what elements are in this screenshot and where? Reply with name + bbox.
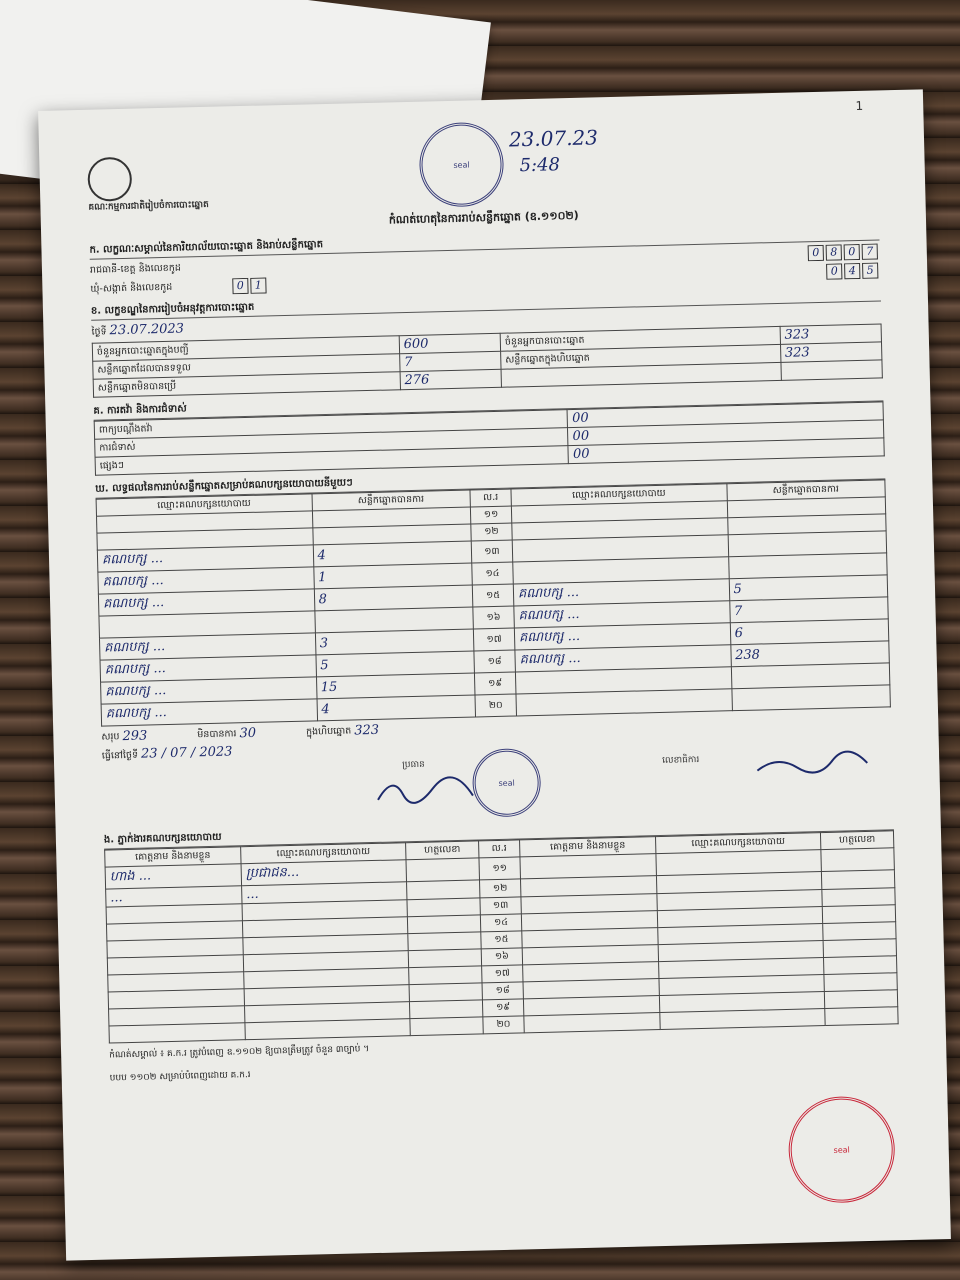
code-digit-box: 7 <box>862 244 878 260</box>
code-digit-box: 0 <box>808 245 824 261</box>
agents-col-party-right: ឈ្មោះគណបក្សនយោបាយ <box>655 833 821 854</box>
code-digit-box: 1 <box>250 277 266 293</box>
agent-signature-cell <box>409 983 482 1002</box>
row-number-cell: ១៨ <box>482 982 523 1000</box>
section-a-title: ក. លក្ខណៈសម្គាល់នៃការិយាល័យបោះឆ្នោត និងរាប់សន្លឹកឆ្នោត <box>89 223 879 259</box>
votes-cell: 238 <box>730 641 889 667</box>
party-name-cell: គណបក្ស ... <box>101 699 317 726</box>
agent-signature-cell <box>410 1017 483 1036</box>
agent-signature-cell <box>408 932 481 951</box>
party-name-cell: គណបក្ស ... <box>514 601 730 628</box>
row-number-cell: ១១ <box>470 506 511 524</box>
agents-col-no: ល.រ <box>479 840 520 858</box>
official-seal-stamp-middle: seal <box>472 748 542 818</box>
secretary-signature-icon <box>752 748 873 781</box>
party-name-cell: គណបក្ស ... <box>98 567 314 594</box>
col-party-left: ឈ្មោះគណបក្សនយោបាយ <box>96 494 312 516</box>
row-number-cell: ១៩ <box>482 999 523 1017</box>
row-number-cell: ១៤ <box>480 914 521 932</box>
row-number-cell: ១៧ <box>473 628 515 651</box>
row-number-cell: ១១ <box>479 857 521 880</box>
section-d-title: ឃ. លទ្ធផលនៃការរាប់សន្លឹកឆ្នោតសម្រាប់គណបក្សនយោបាយនីមួយៗ <box>95 462 885 498</box>
row-number-cell: ១៨ <box>474 650 516 673</box>
party-name-cell: គណបក្ស ... <box>514 623 730 650</box>
agent-signature-cell <box>823 922 896 941</box>
official-seal-stamp-top: seal <box>419 122 505 208</box>
agents-col-sig-left: ហត្ថលេខា <box>406 841 479 860</box>
party-name-cell: គណបក្ស ... <box>513 579 729 606</box>
count-date: 23.07.2023 <box>109 321 185 339</box>
agent-signature-cell <box>824 973 897 992</box>
election-form-paper <box>38 89 951 1260</box>
agent-signature-cell <box>408 915 481 934</box>
votes-cell: 5 <box>316 651 475 677</box>
totals-line: សរុប 293 មិនបានការ 30 ក្នុងហិបឆ្នោត 323 <box>101 722 380 745</box>
province-code-boxes <box>808 243 880 261</box>
agents-col-party-left: ឈ្មោះគណបក្សនយោបាយ <box>241 843 407 864</box>
count-date-line: ថ្ងៃទី 23.07.2023 <box>91 321 185 339</box>
agent-party-cell: ... <box>242 882 408 904</box>
agents-table <box>104 830 899 1043</box>
row-number-cell: ២០ <box>475 694 517 717</box>
party-name-cell: គណបក្ស ... <box>101 677 317 704</box>
row-number-cell: ១៤ <box>472 562 514 585</box>
votes-cell: 1 <box>313 563 472 589</box>
party-name-cell: គណបក្ស ... <box>97 545 313 572</box>
agent-signature-cell <box>822 870 895 890</box>
party-name-cell: គណបក្ស ... <box>100 655 316 682</box>
agents-col-name-right: គោត្តនាម និងនាមខ្លួន <box>520 837 656 857</box>
code-digit-box: 5 <box>862 263 878 279</box>
col-votes-left: សន្លឹកឆ្នោតបានការ <box>312 490 471 511</box>
agent-signature-cell <box>410 1000 483 1019</box>
party-name-cell: គណបក្ស ... <box>99 633 315 660</box>
agent-signature-cell <box>825 1007 898 1026</box>
votes-cell: 5 <box>729 575 888 601</box>
col-party-right: ឈ្មោះគណបក្សនយោបាយ <box>511 484 727 506</box>
row-number-cell: ១២ <box>479 879 520 898</box>
agents-col-name-left: គោត្តនាម និងនាមខ្លួន <box>105 847 241 867</box>
agent-signature-cell <box>408 949 481 968</box>
row-number-cell: ១៧ <box>482 965 523 983</box>
votes-cell <box>731 685 890 711</box>
registered-voters: 600 <box>399 333 501 353</box>
document-body <box>88 182 899 1085</box>
chair-label: ប្រធាន <box>402 759 425 771</box>
votes-cell: 6 <box>730 619 889 645</box>
time-stamp: 5:48 <box>519 154 561 177</box>
org-name: គណៈកម្មការជាតិរៀបចំការបោះឆ្នោត <box>88 199 209 213</box>
section-c-title: គ. ការតវ៉ា និងការជំទាស់ <box>93 384 883 420</box>
footer-code: បបប ១១០២ សម្រាប់បំពេញដោយ គ.ក.រ <box>109 1070 251 1084</box>
sign-date-line: ធ្វើនៅថ្ងៃទី 23 / 07 / 2023 <box>101 744 233 762</box>
col-votes-right: សន្លឹកឆ្នោតបានការ <box>726 480 885 501</box>
row-number-cell: ១៦ <box>473 606 515 629</box>
section-b-title: ខ. លក្ខខណ្ឌនៃការរៀបចំអនុវត្តការបោះឆ្នោត <box>91 284 881 320</box>
agent-signature-cell <box>824 956 897 975</box>
other-count: 00 <box>568 438 884 464</box>
votes-cell: 4 <box>317 695 476 721</box>
votes-cell: 4 <box>313 541 472 567</box>
complaints-count: 00 <box>567 402 883 428</box>
total-valid: 293 <box>122 728 148 745</box>
row-number-cell: ១៦ <box>481 948 522 966</box>
party-name-cell: គណបក្ស ... <box>515 645 731 672</box>
section-c-table: ពាក្យបណ្តឹងតវ៉ា 00 ការជំទាស់ 00 ផ្សេងៗ 00 <box>94 401 885 475</box>
agent-signature-cell <box>406 858 479 882</box>
agent-signature-cell <box>407 898 480 917</box>
commune-label: ឃុំ-សង្កាត់ និងលេខកូដ <box>90 281 173 295</box>
footer-note: កំណត់សម្គាល់ ៖ គ.ក.រ ត្រូវបំពេញ ឧ.១១០២ ឱ្យបានត្រឹមត្រូវ ចំនួន ៣ច្បាប់ ។ <box>109 1044 370 1061</box>
code-digit-box: 8 <box>826 244 842 260</box>
sign-date: 23 / 07 / 2023 <box>140 744 233 762</box>
agents-col-sig-right: ហត្ថលេខា <box>821 831 894 850</box>
commune-code-boxes <box>232 277 268 294</box>
agent-signature-cell <box>407 880 480 900</box>
section-e-title: ង. ភ្នាក់ងារគណបក្សនយោបាយ <box>104 813 894 849</box>
party-name-cell <box>516 689 732 716</box>
col-no-right: ល.រ <box>470 489 511 507</box>
agent-signature-cell <box>822 905 895 924</box>
agent-signature-cell <box>822 888 895 907</box>
objections-count: 00 <box>568 420 884 446</box>
votes-cell: 8 <box>314 585 473 611</box>
red-official-seal-stamp: seal <box>787 1095 896 1204</box>
chair-signature-icon <box>372 767 483 810</box>
corner-mark: 1 <box>855 98 864 114</box>
code-digit-box: 4 <box>844 263 860 279</box>
ballots-in-box: 323 <box>780 342 882 362</box>
code-digit-box: 0 <box>844 244 860 260</box>
agent-signature-cell <box>823 939 896 958</box>
votes-cell: 3 <box>315 629 474 655</box>
province-label: រាជធានី-ខេត្ត និងលេខកូដ <box>89 262 181 276</box>
agent-name-cell <box>524 1013 660 1033</box>
ballots-received: 7 <box>399 351 501 371</box>
party-name-cell: គណបក្ស ... <box>98 589 314 616</box>
voted-count: 323 <box>780 324 882 344</box>
secretary-label: លេខាធិការ <box>662 755 700 766</box>
agent-party-cell <box>660 1009 826 1030</box>
agent-signature-cell <box>409 966 482 985</box>
row-number-cell: ១២ <box>471 523 512 541</box>
form-title: កំណត់ហេតុនៃការរាប់សន្លឹកឆ្នោត (ឧ.១១០២) <box>388 208 579 227</box>
agent-signature-cell <box>824 990 897 1009</box>
row-number-cell: ១៣ <box>480 897 521 915</box>
ballots-unused: 276 <box>400 369 502 389</box>
station-code-boxes <box>826 262 880 279</box>
agent-name-cell: ហាង ... <box>105 864 241 889</box>
agent-name-cell: ... <box>106 886 242 907</box>
row-number-cell: ១៥ <box>472 584 514 607</box>
code-digit-box: 0 <box>232 278 248 294</box>
row-number-cell: ១៩ <box>474 672 516 695</box>
nec-logo-icon <box>87 157 132 202</box>
agent-name-cell <box>109 1023 245 1043</box>
total-in-box: 323 <box>354 722 380 739</box>
votes-cell: 7 <box>729 597 888 623</box>
total-invalid: 30 <box>239 725 257 742</box>
section-b-table: ចំនួនអ្នកបោះឆ្នោតក្នុងបញ្ជី 600 ចំនួនអ្នកបានបោះឆ្នោត 323 សន្លឹកឆ្នោតដែលបានទទួល 7 សន្លឹកឆ្នោតក្នុងហិបឆ្នោត 323 សន្លឹកឆ្នោតមិនបានប្រើ 276 <box>92 323 883 397</box>
agent-party-cell: ប្រជាជន... <box>241 860 407 886</box>
results-table <box>96 479 891 726</box>
code-digit-box: 0 <box>826 263 842 279</box>
date-stamp: 23.07.23 <box>508 125 599 152</box>
row-number-cell: ១៣ <box>471 540 513 563</box>
votes-cell: 15 <box>316 673 475 699</box>
agent-signature-cell <box>821 848 894 872</box>
agent-party-cell <box>245 1019 411 1040</box>
row-number-cell: ២០ <box>483 1016 524 1034</box>
row-number-cell: ១៥ <box>481 931 522 949</box>
